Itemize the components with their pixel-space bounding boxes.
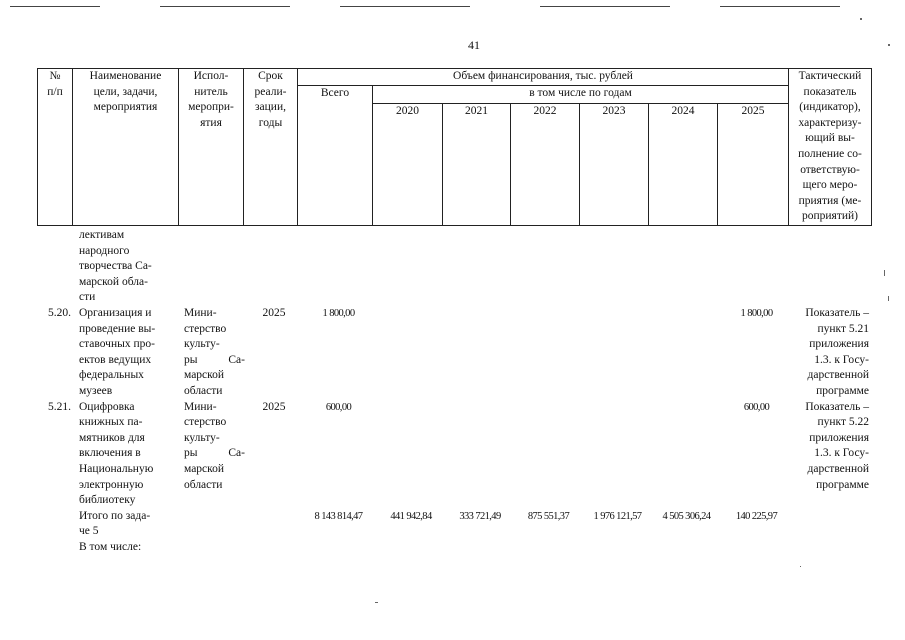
header-by-years: в том числе по годам	[373, 85, 789, 103]
row-term: 2025	[262, 306, 286, 319]
totals-2024: 4 505 306,24	[662, 510, 711, 522]
header-year-2020: 2020	[373, 103, 443, 225]
scan-speck	[800, 566, 801, 567]
row-number: 5.20.	[48, 306, 71, 319]
header-year-2024: 2024	[649, 103, 718, 225]
including-label: В том числе:	[79, 540, 142, 553]
header-term: Срок реали- зации, годы	[244, 69, 298, 226]
header-name: Наименование цели, задачи, мероприятия	[73, 69, 179, 226]
totals-total: 8 143 814,47	[314, 510, 363, 522]
table-row	[37, 306, 871, 400]
row-name: Оцифровка книжных па- мятников для включения в Национальную электронную библиотеку	[79, 400, 154, 507]
row-number: 5.21.	[48, 400, 71, 413]
scan-line	[340, 6, 470, 7]
row-total: 1 800,00	[322, 307, 355, 319]
row-indicator: Показатель – пункт 5.21 приложения 1.3. к Госу- дарственной программе	[805, 306, 869, 397]
row-executor: Мини- стерство культу- ры Са- марской области	[184, 400, 245, 491]
header-year-2025: 2025	[718, 103, 789, 225]
table-row	[37, 228, 871, 306]
totals-2025: 140 225,97	[735, 510, 778, 522]
totals-2020: 441 942,84	[390, 510, 432, 522]
totals-2023: 1 976 121,57	[593, 510, 642, 522]
table-row	[37, 400, 871, 509]
header-year-2023: 2023	[580, 103, 649, 225]
row-2025: 600,00	[743, 401, 770, 413]
header-num: № п/п	[38, 69, 73, 226]
row-term: 2025	[262, 400, 286, 413]
row-indicator: Показатель – пункт 5.22 приложения 1.3. к Госу- дарственной программе	[805, 400, 869, 491]
table-row	[37, 540, 871, 556]
header-financing: Объем финансирования, тыс. рублей	[298, 69, 789, 86]
row-executor: Мини- стерство культу- ры Са- марской области	[184, 306, 245, 397]
table-header	[37, 68, 872, 226]
header-executor: Испол- нитель меропри- ятия	[179, 69, 244, 226]
header-total: Всего	[298, 85, 373, 225]
scan-speck	[375, 602, 378, 603]
header-year-2022: 2022	[511, 103, 580, 225]
table-body	[37, 228, 871, 555]
page-number: 41	[468, 38, 480, 52]
totals-2021: 333 721,49	[459, 510, 501, 522]
scan-line	[160, 6, 290, 7]
totals-row	[37, 509, 871, 540]
scan-speck	[888, 44, 890, 46]
scan-line	[10, 6, 100, 7]
scan-speck	[888, 296, 889, 301]
continuation-text: лективам народного творчества Са- марской обла- сти	[79, 229, 152, 304]
header-indicator: Тактический показатель (индикатор), характеризу- ющий вы- полнение со- ответствую- щего меро- приятия (ме- роприятий)	[789, 69, 872, 226]
row-total: 600,00	[325, 401, 352, 413]
scan-line	[540, 6, 670, 7]
row-2025: 1 800,00	[740, 307, 773, 319]
row-name: Организация и проведение вы- ставочных про- ектов ведущих федеральных музеев	[79, 306, 156, 397]
scan-line	[720, 6, 840, 7]
header-year-2021: 2021	[443, 103, 511, 225]
scan-speck	[860, 18, 862, 20]
totals-2022: 875 551,37	[527, 510, 570, 522]
scan-speck	[884, 270, 885, 276]
totals-label: Итого по зада- че 5	[79, 509, 151, 538]
